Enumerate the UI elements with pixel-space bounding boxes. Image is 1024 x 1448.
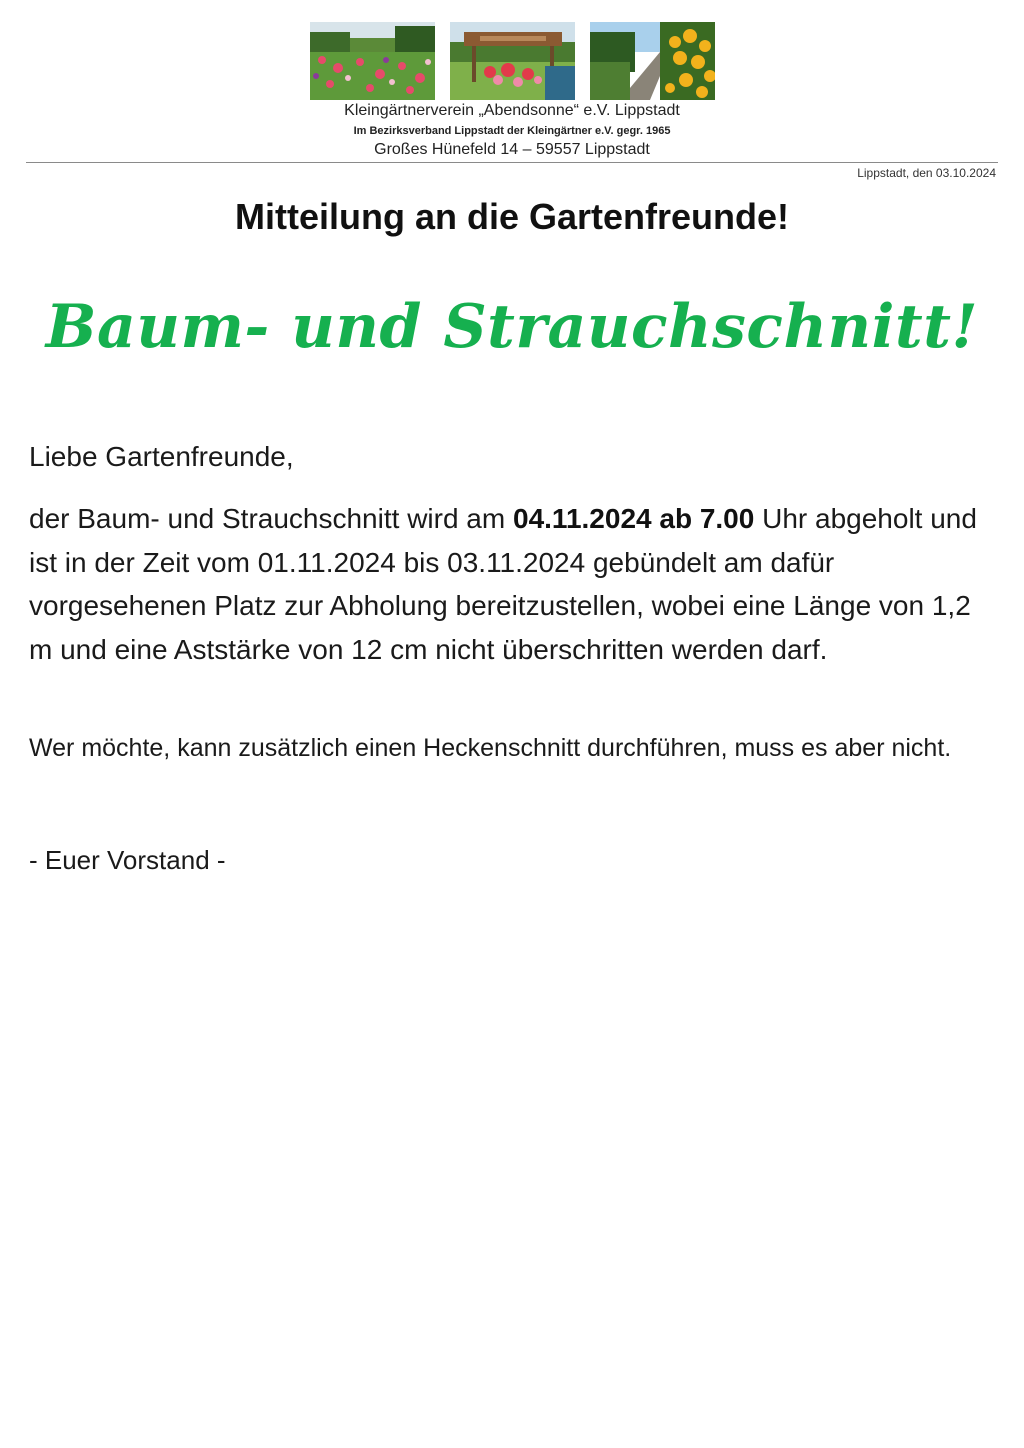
headline: Baum- und Strauchschnitt! xyxy=(45,292,979,362)
signature: - Euer Vorstand - xyxy=(29,845,226,875)
association-line: Im Bezirksverband Lippstadt der Kleingärtner e.V. gegr. 1965 xyxy=(353,125,671,137)
garden-sign-photo xyxy=(450,22,575,100)
header-photos xyxy=(310,22,715,100)
garden-path-photo xyxy=(590,22,715,100)
pickup-date: 04.11.2024 ab 7.00 xyxy=(513,503,755,534)
paragraph-text-end: Uhr abgeholt und ist in der Zeit vom 01.11.2024 bis 03.11.2024 gebündelt am dafür vorgesehenen Platz zur Abholung bereitzustellen, wobei eine Länge von 1,2 m und eine Aststärke von 12 cm nicht überschritten werden darf. xyxy=(29,503,977,665)
main-paragraph xyxy=(29,497,989,671)
hedge-paragraph: Wer möchte, kann zusätzlich einen Heckenschnitt durchführen, muss es aber nicht. xyxy=(29,734,952,762)
date-line: Lippstadt, den 03.10.2024 xyxy=(857,166,996,180)
greeting: Liebe Gartenfreunde, xyxy=(29,441,294,472)
paragraph-text-start: der Baum- und Strauchschnitt wird am xyxy=(29,503,506,534)
header-divider xyxy=(26,162,998,163)
club-address: Großes Hünefeld 14 – 59557 Lippstadt xyxy=(374,141,650,158)
club-name: Kleingärtnerverein „Abendsonne“ e.V. Lippstadt xyxy=(344,102,680,119)
notice-title: Mitteilung an die Gartenfreunde! xyxy=(234,196,790,237)
garden-flowers-photo xyxy=(310,22,435,100)
